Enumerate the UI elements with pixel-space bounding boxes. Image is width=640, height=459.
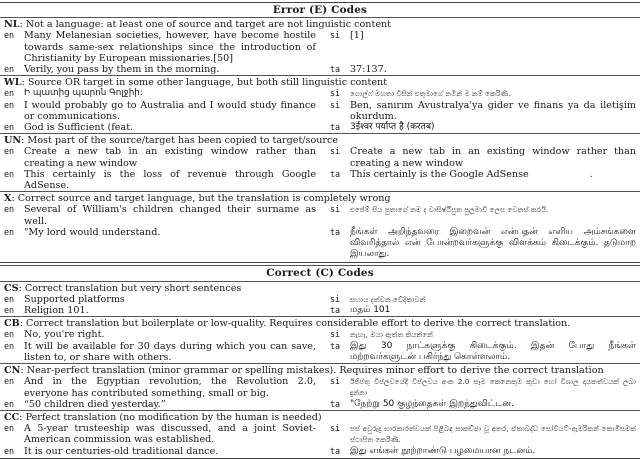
target-text: This certainly is the Google AdSense .	[350, 168, 593, 180]
target-lang: ta	[330, 398, 341, 409]
target-lang: si	[330, 146, 341, 157]
correct-section-title: Correct (C) Codes	[266, 267, 374, 280]
source-lang: en	[4, 146, 15, 157]
source-lang: en	[4, 99, 15, 110]
target-lang: si	[330, 99, 341, 110]
example-row	[0, 399, 640, 410]
code-label: CN	[4, 365, 21, 377]
target-lang: ta	[330, 340, 341, 351]
target-text: Ben, sanırım Avustralya'ya gider ve finans ya da iletişim okurdum.	[350, 99, 636, 122]
code-description: : Correct translation but boilerplate or low-quality. Requires considerable effort to derive the correct translation.	[19, 318, 571, 330]
target-lang: ta	[330, 64, 341, 75]
source-lang: en	[4, 376, 15, 387]
source-lang: en	[4, 423, 15, 434]
source-text: Ի պատից պարոն Գոլջիի:	[24, 88, 143, 99]
source-text: And in the Egyptian revolution, the Revolution 2.0, everyone has contributed something, small or big.	[24, 376, 316, 399]
source-lang: en	[4, 398, 15, 409]
target-text: நீங்கள் அறிந்தவரை இறைவன் என்பதன் எளிய அம்சங்களை விவரித்தால் என் போன்றவர்களுக்கு விளக்கம் கிடைக்கும். தடுமாற இயலாது.	[350, 226, 636, 260]
target-text: එජේම් සිය පුතාගේ නම ද වාසිෂ්ඨිපුත පුලමාවි ලෙස වෙනස් කරයි.	[350, 205, 549, 215]
source-text: Many Melanesian societies, however, have become hostile towards same-sex relationships since the introduction of Christianity by European missionaries.[50]	[24, 30, 316, 64]
source-text: “50 children died yesterday.”	[24, 398, 166, 410]
target-text: නැහැ, ඔයා ඇත්ත කියන්නේ	[350, 330, 433, 340]
source-lang: en	[4, 122, 15, 133]
target-lang: si	[330, 293, 341, 304]
section-divider	[0, 262, 640, 263]
example-row	[0, 30, 640, 64]
example-row	[0, 329, 640, 340]
code-header-cn	[0, 364, 640, 376]
source-text: Religion 101.	[24, 305, 89, 317]
source-text: Verily, you pass by them in the morning.	[24, 64, 220, 76]
code-label: CB	[4, 318, 20, 330]
code-label: CS	[4, 282, 19, 294]
code-label: WL	[4, 77, 22, 89]
example-row	[0, 146, 640, 168]
code-description: : Correct translation but very short sentences	[18, 282, 242, 294]
source-text: I would probably go to Australia and I would study finance or communications.	[24, 99, 316, 122]
example-row	[0, 446, 640, 457]
code-description: : Perfect translation (no modification by the human is needed)	[19, 411, 322, 423]
source-text: Supported platforms	[24, 293, 125, 305]
source-text: Several of William's children changed their surname as well.	[24, 204, 316, 227]
source-lang: en	[4, 340, 15, 351]
source-text: It is our centuries-old traditional dance.	[24, 445, 219, 457]
target-lang: ta	[330, 168, 341, 179]
source-lang: en	[4, 168, 15, 179]
target-lang: ta	[330, 445, 341, 456]
code-label: UN	[4, 135, 22, 147]
code-description: : Near-perfect translation (minor grammar or spelling mistakes). Requires minor effort to derive the correct translation	[20, 365, 604, 377]
target-text: மதம் 101	[350, 305, 391, 316]
source-lang: en	[4, 329, 15, 340]
code-header-x	[0, 192, 640, 204]
target-text: 37:137.	[350, 64, 387, 76]
target-lang: si	[330, 30, 341, 41]
code-description: : Most part of the source/target has been copied to target/source	[21, 135, 339, 147]
source-lang: en	[4, 30, 15, 41]
source-text: God is Sufficient (feat.	[24, 122, 134, 134]
source-text: Create a new tab in an existing window rather than creating a new window	[24, 146, 316, 169]
target-text: "நேற்று 50 குழந்தைகள் இறந்துவிட்டன.	[350, 398, 514, 409]
example-row	[0, 305, 640, 316]
target-lang: si	[330, 376, 341, 387]
example-row	[0, 88, 640, 99]
target-lang: si	[330, 329, 341, 340]
target-text: Create a new tab in an existing window rather than creating a new window	[350, 146, 636, 169]
code-header-nl	[0, 18, 640, 30]
example-row	[0, 204, 640, 226]
target-lang: ta	[330, 122, 341, 133]
source-text: It will be available for 30 days during which you can save, listen to, or share with others.	[24, 340, 316, 363]
example-row	[0, 64, 640, 75]
target-text: පස් අවුරුදු භාරකාරත්වයක් පිළිබඳ සාකච්ඡා වූ අතර, ඒකාබද්ධ සෝවියට්-ඇමරිකන් කොමිසමක් ස්ථාපිත කෙරිණි.	[350, 424, 636, 445]
target-text: இது 30 நாட்களுக்கு கிடைக்கும். இதன் போது நீங்கள் மற்றவர்களுடன் பகிர்ந்து கொள்ளலாம்.	[350, 340, 636, 362]
target-text: සහාය දක්වන වේදිකාවන්	[350, 294, 426, 304]
code-description: : Source OR target in some other language, but both still linguistic content	[21, 77, 388, 89]
target-text: இது எங்கள் நூற்றாண்டு பழமையான நடனம்.	[350, 445, 536, 456]
source-lang: en	[4, 88, 15, 99]
code-header-wl	[0, 76, 640, 88]
code-label: NL	[4, 19, 20, 31]
example-row	[0, 169, 640, 191]
example-row	[0, 227, 640, 261]
source-lang: en	[4, 293, 15, 304]
target-text: 3ईश्वर पर्याप्त है (करतब)	[350, 122, 435, 133]
target-lang: si	[330, 423, 341, 434]
target-text: ඊජිප්තු විප්ලවයේදී විප්ලවය අංක 2.0 සෑම කෙනෙකුම කුඩා හෝ විශාල දායකත්වයක් ලබා දුන්නා	[350, 377, 636, 398]
code-label: CC	[4, 411, 20, 423]
target-lang: ta	[330, 226, 341, 237]
source-lang: en	[4, 204, 15, 215]
source-lang: en	[4, 445, 15, 456]
code-header-cc	[0, 411, 640, 423]
source-text: "My lord would understand.	[24, 226, 161, 238]
code-header-cb	[0, 317, 640, 329]
example-row	[0, 376, 640, 398]
source-text: This certainly is the loss of revenue through Google AdSense.	[24, 168, 316, 192]
target-lang: si	[330, 204, 341, 215]
example-row	[0, 341, 640, 363]
source-text: A 5-year trusteeship was discussed, and a joint Soviet-American commission was established.	[24, 423, 316, 446]
error-section-title: Error (E) Codes	[272, 4, 368, 16]
target-lang: si	[330, 88, 341, 99]
example-row	[0, 100, 640, 122]
example-row	[0, 294, 640, 305]
code-header-un	[0, 134, 640, 146]
target-lang: ta	[330, 305, 341, 316]
code-label: X	[4, 193, 12, 205]
source-lang: en	[4, 64, 15, 75]
error-codes-table	[0, 2, 640, 459]
source-lang: en	[4, 226, 15, 237]
example-row	[0, 423, 640, 445]
source-lang: en	[4, 305, 15, 316]
source-text: No, you're right.	[24, 329, 105, 341]
target-text: [1]	[350, 30, 364, 42]
code-header-cs	[0, 282, 640, 294]
code-description: : Correct source and target language, but the translation is completely wrong	[11, 193, 391, 205]
code-description: : Not a language: at least one of source and target are not linguistic content	[19, 19, 392, 31]
example-row	[0, 122, 640, 133]
target-text: ගොල්ෆ් මහතා විසින් එතුමාගේ නමින් ම නම් කෙරිණි.	[350, 89, 511, 99]
